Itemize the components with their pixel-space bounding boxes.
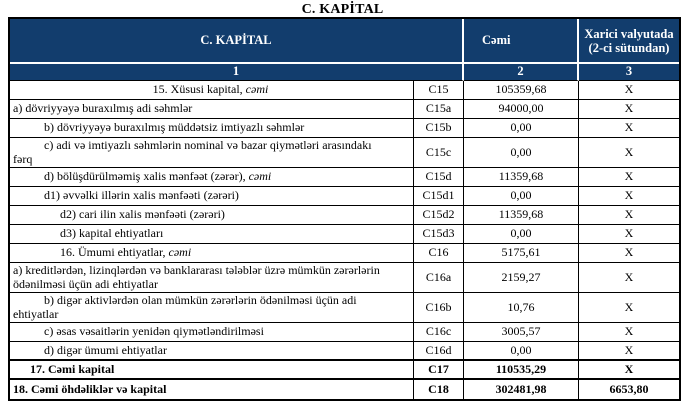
row-value-cell: 0,00 — [464, 187, 579, 206]
row-label-cell — [10, 168, 414, 187]
row-label-cell — [10, 342, 414, 361]
row-label: d2) cari ilin xalis mənfəəti (zərəri) — [60, 207, 225, 222]
row-value-cell: 2159,27 — [464, 263, 579, 293]
row-label-cell — [10, 263, 414, 293]
row-code-cell: C16 — [414, 244, 464, 263]
row-code-cell: C16a — [414, 263, 464, 293]
row-code-cell: C15 — [414, 81, 464, 100]
row-fx-cell: X — [579, 206, 679, 225]
row-fx-cell: X — [579, 168, 679, 187]
row-value-cell: 10,76 — [464, 293, 579, 323]
row-code-cell: C15d3 — [414, 225, 464, 244]
row-label: 15. Xüsusi kapital, — [152, 82, 246, 97]
header-num-3: 3 — [579, 64, 679, 81]
row-fx-cell: 6653,80 — [609, 381, 649, 396]
row-label-cell — [10, 187, 414, 206]
row-c16a — [10, 263, 679, 293]
row-c17 — [10, 361, 679, 380]
row-code-cell: C16c — [414, 323, 464, 342]
row-label-line2: ehtiyatlar — [13, 306, 59, 321]
capital-table — [8, 17, 681, 401]
row-c15d1 — [10, 187, 679, 206]
row-c16c — [10, 323, 679, 342]
row-label-cell — [10, 361, 414, 380]
page — [0, 2, 685, 410]
row-label: b) dövriyyəyə buraxılmış müddətsiz imtiyazlı səhmlər — [44, 120, 305, 135]
row-label-italic: cəmi — [248, 169, 272, 184]
row-code-cell: C18 — [414, 380, 464, 399]
row-fx-cell: X — [579, 293, 679, 323]
row-c15c — [10, 138, 679, 168]
header-row — [10, 19, 679, 64]
row-code-cell: C16d — [414, 342, 464, 361]
row-code-cell: C15d2 — [414, 206, 464, 225]
row-label-line1: a) kreditlərdən, lizinqlərdən və banklararası tələblər üzrə mümkün zərərlərin — [13, 263, 380, 277]
header-col-title: C. KAPİTAL — [10, 19, 464, 64]
row-label: a) dövriyyəyə buraxılmış adi səhmlər — [13, 101, 193, 116]
row-label: d) bölüşdürülməmiş xalis mənfəət (zərər), — [44, 169, 249, 184]
row-code-cell: C16b — [414, 293, 464, 323]
row-value-cell: 94000,00 — [464, 100, 579, 119]
row-label-cell — [10, 323, 414, 342]
row-label-italic: cəmi — [245, 82, 269, 97]
row-value-cell: 5175,61 — [464, 244, 579, 263]
row-value-cell: 110535,29 — [464, 361, 579, 380]
row-label-cell — [10, 100, 414, 119]
row-label: 18. Cəmi öhdəliklər və kapital — [13, 381, 167, 396]
row-c15d — [10, 168, 679, 187]
row-code-cell: C15b — [414, 119, 464, 138]
row-label: d3) kapital ehtiyatları — [60, 226, 164, 241]
row-c16b — [10, 293, 679, 323]
row-c15b — [10, 119, 679, 138]
row-label-line2: ödənilməsi üçün adi ehtiyatlar — [13, 276, 158, 291]
row-label: c) əsas vəsaitlərin yenidən qiymətləndirilməsi — [44, 324, 264, 339]
row-fx-cell: X — [579, 100, 679, 119]
row-label-cell — [10, 206, 414, 225]
row-fx-cell: X — [579, 323, 679, 342]
row-value-cell: 11359,68 — [464, 206, 579, 225]
row-label: d) digər ümumi ehtiyatlar — [44, 342, 167, 357]
row-value-cell: 0,00 — [464, 342, 579, 361]
header-col-total: Cəmi — [464, 19, 579, 64]
row-code-cell: C15c — [414, 138, 464, 168]
row-fx-cell: X — [579, 361, 679, 380]
header-number-row — [10, 64, 679, 81]
row-value-cell: 0,00 — [464, 225, 579, 244]
row-label-cell — [10, 119, 414, 138]
row-value-cell: 105359,68 — [464, 81, 579, 100]
row-value-cell: 0,00 — [464, 119, 579, 138]
row-fx-cell: X — [579, 263, 679, 293]
row-label-line1: b) digər aktivlərdən olan mümkün zərərlərin ödənilməsi üçün adi — [44, 293, 357, 307]
row-fx-cell: X — [579, 225, 679, 244]
header-num-1: 1 — [10, 64, 464, 81]
row-code-cell: C15d1 — [414, 187, 464, 206]
row-fx-cell: X — [579, 244, 679, 263]
row-fx-cell: X — [579, 342, 679, 361]
header-col-fx: Xarici valyutada (2-ci sütundan) — [579, 19, 679, 64]
row-code-cell: C15d — [414, 168, 464, 187]
row-fx-cell: X — [579, 187, 679, 206]
row-value-cell: 302481,98 — [464, 380, 579, 399]
row-c15d3 — [10, 225, 679, 244]
row-label-cell — [10, 293, 414, 323]
row-label-cell — [10, 81, 414, 100]
row-c15a — [10, 100, 679, 119]
row-label-line1: c) adi və imtiyazlı səhmlərin nominal və bazar qiymətləri arasındakı — [44, 138, 372, 152]
header-num-2: 2 — [464, 64, 579, 81]
row-label: 17. Cəmi kapital — [30, 361, 115, 376]
page-title: C. KAPİTAL — [301, 2, 384, 17]
row-code-cell: C17 — [414, 361, 464, 380]
row-label-cell — [10, 138, 414, 168]
row-label-italic: cəmi — [168, 245, 192, 260]
row-fx-cell: X — [579, 138, 679, 168]
row-code-cell: C15a — [414, 100, 464, 119]
row-value-cell: 0,00 — [464, 138, 579, 168]
row-fx-cell: X — [579, 119, 679, 138]
row-label-cell — [10, 244, 414, 263]
row-c16 — [10, 244, 679, 263]
row-label-cell — [10, 225, 414, 244]
row-label-line2: fərq — [13, 151, 33, 166]
row-label-cell — [10, 380, 414, 399]
row-value-cell: 11359,68 — [464, 168, 579, 187]
row-fx-cell: X — [579, 81, 679, 100]
row-label: 16. Ümumi ehtiyatlar, — [60, 245, 169, 260]
row-c15d2 — [10, 206, 679, 225]
row-c18 — [10, 380, 679, 399]
row-c16d — [10, 342, 679, 361]
row-c15 — [10, 81, 679, 100]
row-value-cell: 3005,57 — [464, 323, 579, 342]
row-label: d1) əvvəlki illərin xalis mənfəəti (zərəri) — [44, 188, 239, 203]
